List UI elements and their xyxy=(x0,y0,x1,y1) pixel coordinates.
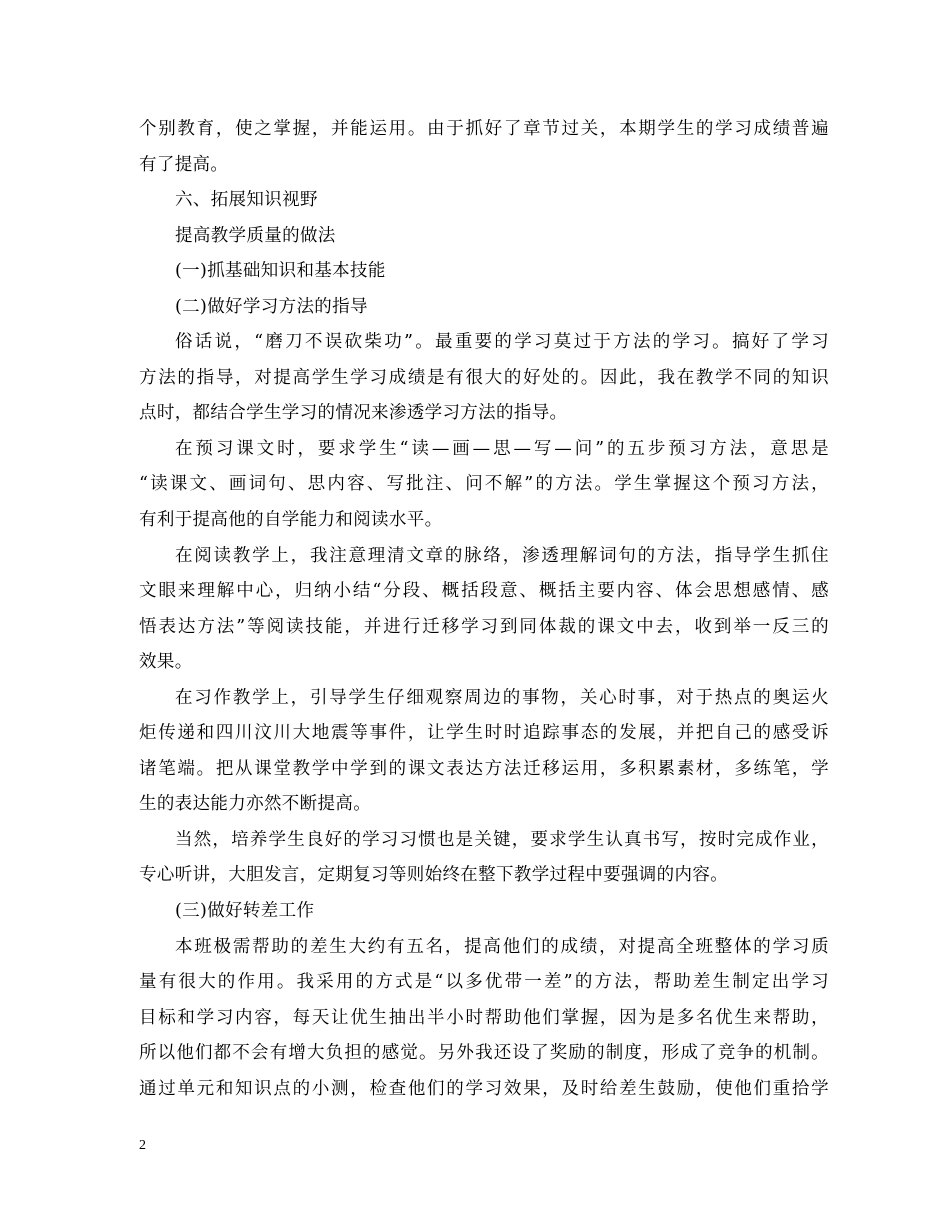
text-line: (三)做好转差工作 xyxy=(175,901,315,922)
text-line: 点时，都结合学生学习的情况来渗透学习方法的指导。 xyxy=(139,403,568,424)
text-line: 在阅读教学上，我注意理清文章的脉络，渗透理解词句的方法，指导学生抓住 xyxy=(175,545,829,566)
text-line: 目标和学习内容，每天让优生抽出半小时帮助他们掌握，因为是多名优生来帮助， xyxy=(139,1007,829,1028)
text-line: 在预习课文时，要求学生“读—画—思—写—问”的五步预习方法，意思是 xyxy=(175,438,829,459)
text-line: 专心听讲，大胆发言，定期复习等则始终在整下教学过程中要强调的内容。 xyxy=(139,865,729,886)
text-line: 方法的指导，对提高学生学习成绩是有很大的好处的。因此，我在教学不同的知识 xyxy=(139,367,829,388)
text-line: 悟表达方法”等阅读技能，并进行迁移学习到同体裁的课文中去，收到举一反三的 xyxy=(139,616,829,637)
text-line: 个别教育，使之掌握，并能运用。由于抓好了章节过关，本期学生的学习成绩普遍 xyxy=(139,119,829,139)
text-line: 有利于提高他的自学能力和阅读水平。 xyxy=(139,510,443,531)
text-line: 有了提高。 xyxy=(139,154,229,175)
text-line: 提高教学质量的做法 xyxy=(175,225,336,246)
text-line: 效果。 xyxy=(139,652,193,673)
text-line: 通过单元和知识点的小测，检查他们的学习效果，及时给差生鼓励，使他们重拾学 xyxy=(139,1078,829,1099)
text-line: 本班极需帮助的差生大约有五名，提高他们的成绩，对提高全班整体的学习质 xyxy=(175,936,829,957)
text-line: 炬传递和四川汶川大地震等事件，让学生时时追踪事态的发展，并把自己的感受诉 xyxy=(139,723,829,744)
text-line: 当然，培养学生良好的学习习惯也是关键，要求学生认真书写，按时完成作业， xyxy=(175,829,829,850)
text-line: 量有很大的作用。我采用的方式是“以多优带一差”的方法，帮助差生制定出学习 xyxy=(139,972,829,993)
text-line: 在习作教学上，引导学生仔细观察周边的事物，关心时事，对于热点的奥运火 xyxy=(175,687,829,708)
text-line: (二)做好学习方法的指导 xyxy=(175,296,368,317)
text-line: 所以他们都不会有增大负担的感觉。另外我还设了奖励的制度，形成了竞争的机制。 xyxy=(139,1043,829,1064)
text-line: 生的表达能力亦然不断提高。 xyxy=(139,794,372,815)
text-line: (一)抓基础知识和基本技能 xyxy=(175,261,386,282)
page-number: 2 xyxy=(139,1138,146,1153)
text-line: “读课文、画词句、思内容、写批注、问不解”的方法。学生掌握这个预习方法， xyxy=(139,474,829,495)
document-body xyxy=(139,112,829,1107)
text-line: 文眼来理解中心，归纳小结“分段、概括段意、概括主要内容、体会思想感情、感 xyxy=(139,581,829,602)
text-line: 六、拓展知识视野 xyxy=(175,190,318,211)
text-line: 诸笔端。把从课堂教学中学到的课文表达方法迁移运用，多积累素材，多练笔，学 xyxy=(139,758,829,779)
text-line: 俗话说，“磨刀不误砍柴功”。最重要的学习莫过于方法的学习。搞好了学习 xyxy=(175,332,829,353)
